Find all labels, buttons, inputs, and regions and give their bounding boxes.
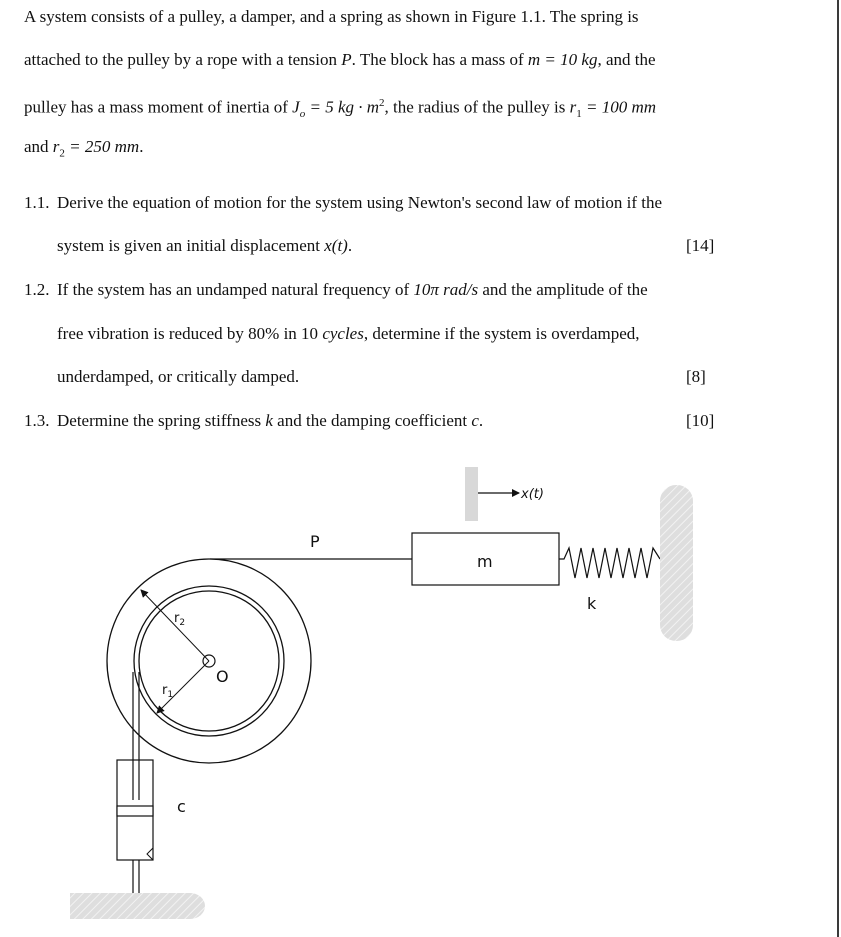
question-1-2: [24, 279, 727, 301]
r1-symbol: r: [569, 97, 577, 117]
question-text: If the system has an undamped natural frequency of: [57, 280, 414, 299]
intro-text-3b: , the radius of the pulley is: [384, 97, 570, 117]
marks-1-2: [8]: [686, 367, 706, 386]
intro-line-2: [24, 49, 727, 71]
question-text: , determine if the system is overdamped,: [363, 324, 640, 343]
inertia-subscript: o: [299, 108, 306, 121]
displacement-symbol: x(t): [324, 236, 348, 255]
question-text: Determine the spring stiffness: [57, 411, 266, 430]
damper-piston: [117, 806, 153, 816]
marks-1-1: [14]: [686, 236, 715, 255]
intro-text-4a: and: [24, 137, 53, 156]
question-1-3: [24, 410, 483, 432]
r2-label: $r_2$: [174, 611, 186, 628]
question-number: 1.3.: [24, 411, 50, 430]
intro-line-3: [24, 92, 727, 125]
question-1-2-line-2: [57, 323, 640, 345]
r2-symbol: r: [52, 137, 60, 156]
inertia-exponent: 2: [379, 97, 385, 109]
spring-label: k: [587, 594, 597, 613]
question-number: 1.2.: [24, 280, 50, 299]
inertia-value: = 5 kg · m: [305, 97, 380, 117]
mass-value: m = 10 kg: [527, 50, 598, 69]
r1-subscript: 1: [576, 108, 582, 121]
tension-symbol: P: [341, 50, 352, 69]
intro-line-1: [24, 6, 727, 28]
r2-subscript: 2: [59, 147, 65, 160]
mass-label: m: [477, 552, 493, 571]
inertia-symbol: J: [292, 97, 300, 117]
spring: [559, 548, 660, 578]
question-number: 1.1.: [24, 193, 50, 212]
question-text: Derive the equation of motion for the system using Newton's second law of motion if the: [57, 193, 663, 212]
tension-label: P: [310, 532, 320, 551]
damper-label: c: [177, 797, 186, 816]
question-1-1: [24, 192, 727, 214]
ground: [70, 893, 205, 919]
intro-text-1: A system consists of a pulley, a damper, and a spring as shown in Figure 1.1. The spring is: [24, 7, 639, 26]
stiffness-symbol: k: [265, 411, 273, 430]
right-wall: [660, 485, 693, 641]
question-1-2-line-3: [57, 366, 299, 388]
question-text: and the amplitude of the: [478, 280, 648, 299]
figure-1-1: [0, 455, 841, 937]
question-text: .: [347, 236, 353, 255]
intro-text-2b: . The block has a mass of: [351, 50, 528, 69]
damping-symbol: c: [471, 411, 479, 430]
question-text: system is given an initial displacement: [57, 236, 325, 255]
cycles-word: cycles: [322, 324, 364, 343]
question-text: .: [478, 411, 484, 430]
center-label: O: [216, 667, 229, 686]
marks-1-3: [10]: [686, 411, 715, 430]
r1-label: $r_1$: [162, 683, 174, 700]
question-text: and the damping coefficient: [272, 411, 472, 430]
intro-text-3a: pulley has a mass moment of inertia of: [24, 97, 293, 117]
displacement-label: x(t): [521, 487, 544, 502]
intro-text-2a: attached to the pulley by a rope with a tension: [24, 50, 342, 69]
damper-orifice: [147, 848, 153, 860]
intro-text-2c: , and the: [597, 50, 656, 69]
r1-value: = 100 mm: [581, 97, 656, 117]
natural-frequency-value: 10π rad/s: [413, 280, 479, 299]
displacement-reference-post: [465, 467, 478, 521]
intro-text-4b: .: [139, 137, 144, 156]
question-text: underdamped, or critically damped.: [57, 367, 300, 386]
question-text: free vibration is reduced by 80% in 10: [57, 324, 323, 343]
intro-line-4: [24, 136, 143, 164]
question-1-1-line-2: [57, 235, 352, 257]
r2-value: = 250 mm: [64, 137, 140, 156]
